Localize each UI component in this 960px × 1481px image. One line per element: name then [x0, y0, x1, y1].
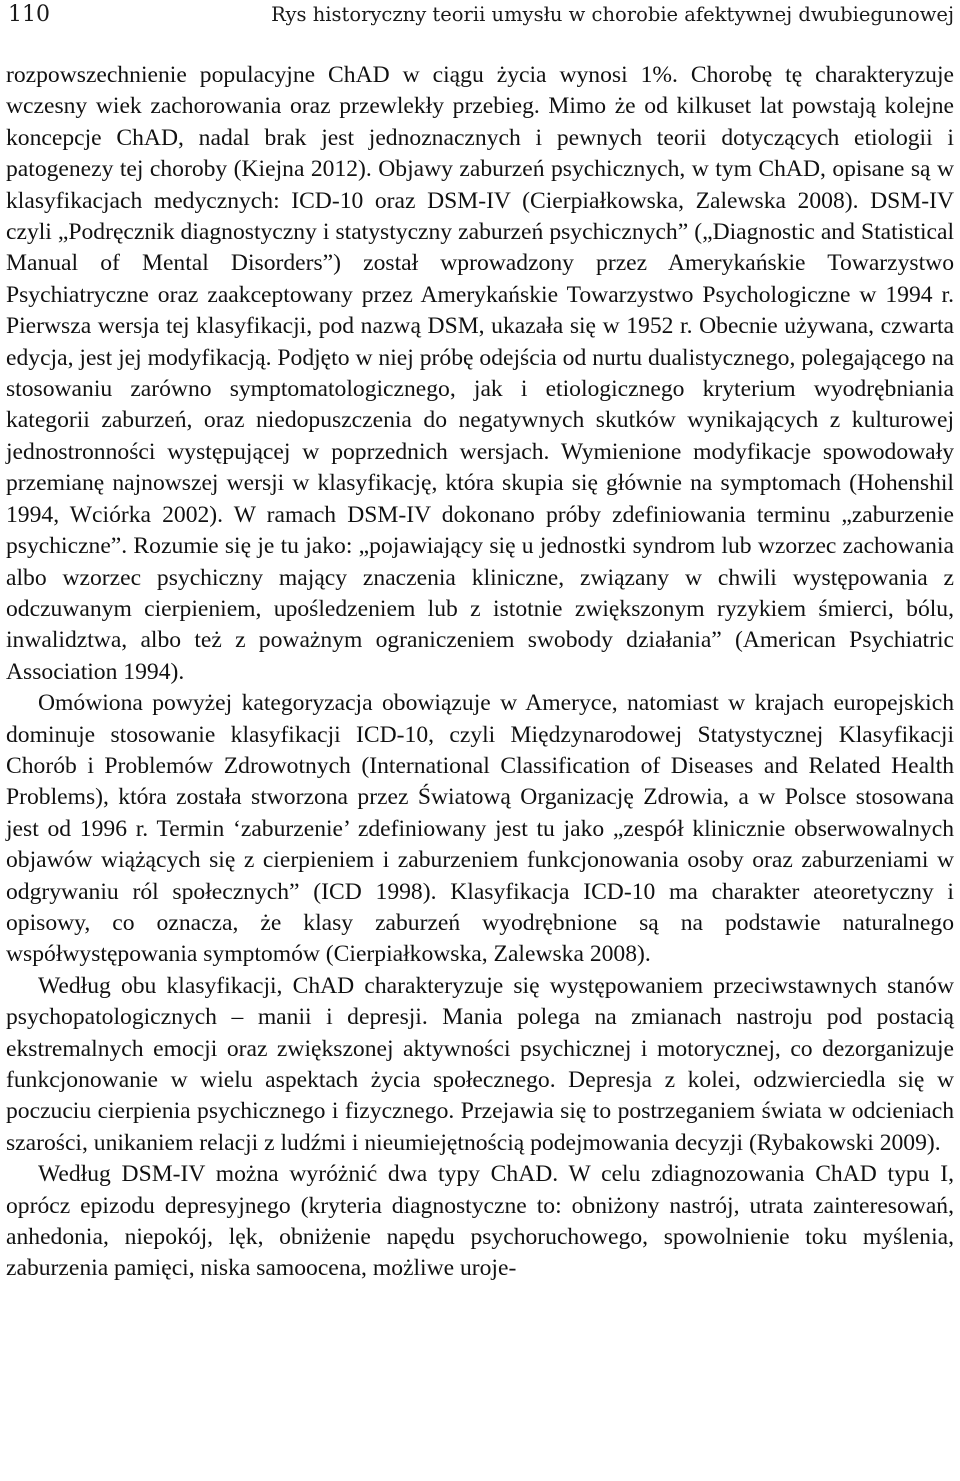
body-text — [6, 60, 954, 1285]
page-number: 110 — [8, 2, 50, 27]
paragraph-3: Według obu klasyfikacji, ChAD charakteryzuje się występowaniem przeciwstawnych stanów psychopatologicznych – manii i depresji. Mania polega na zmianach nastroju pod postacią ekstremalnych emocji oraz zwiększonej aktywności psychicznej i motorycznej, co dezorganizuje funkcjonowanie w wielu aspektach życia społecznego. Depresja z kolei, odzwierciedla się w poczuciu cierpienia psychicznego i fizycznego. Przejawia się to postrzeganiem świata w odcieniach szarości, unikaniem relacji z ludźmi i nieumiejętnością podejmowania decyzji (Rybakowski 2009). — [6, 972, 954, 1156]
paragraph-4: Według DSM-IV można wyróżnić dwa typy ChAD. W celu zdiagnozowania ChAD typu I, oprócz epizodu depresyjnego (kryteria diagnostyczne to: obniżony nastrój, utrata zainteresowań, anhedonia, niepokój, lęk, obniżenie napędu psychoruchowego, spowolnienie toku myślenia, zaburzenia pamięci, niska samoocena, możliwe uroje- — [6, 1161, 954, 1282]
paragraph-2: Omówiona powyżej kategoryzacja obowiązuje w Ameryce, natomiast w krajach europejskich dominuje stosowanie klasyfikacji ICD-10, czyli Międzynarodowej Statystycznej Klasyfikacji Chorób i Problemów Zdrowotnych (International Classification of Diseases and Related Health Problems), która została stworzona przez Światową Organizację Zdrowia, a w Polsce stosowana jest od 1996 r. Termin ‘zaburzenie’ zdefiniowany jest tu jako „zespół klinicznie obserwowalnych objawów wiążących się z cierpieniem i zaburzeniem funkcjonowania osoby oraz zaburzeniami w odgrywaniu ról społecznych” (ICD 1998). Klasyfikacja ICD-10 ma charakter ateoretyczny i opisowy, co oznacza, że klasy zaburzeń wyodrębnione są na podstawie naturalnego współwystępowania symptomów (Cierpiałkowska, Zalewska 2008). — [6, 690, 954, 968]
paragraph-1: rozpowszechnienie populacyjne ChAD w ciągu życia wynosi 1%. Chorobę tę charakteryzuje wczesny wiek zachorowania oraz przewlekły przebieg. Mimo że od kilkuset lat powstają kolejne koncepcje ChAD, nadal brak jest jednoznacznych i pewnych teorii dotyczących etiologii i patogenezy tej choroby (Kiejna 2012). Objawy zaburzeń psychicznych, w tym ChAD, opisane są w klasyfikacjach medycznych: ICD-10 oraz DSM-IV (Cierpiałkowska, Zalewska 2008). DSM-IV czyli „Podręcznik diagnostyczny i statystyczny zaburzeń psychicznych” („Diagnostic and Statistical Manual of Mental Disorders”) został wprowadzony przez Amerykańskie Towarzystwo Psychiatryczne oraz zaakceptowany przez Amerykańskie Towarzystwo Psychologiczne w 1994 r. Pierwsza wersja tej klasyfikacji, pod nazwą DSM, ukazała się w 1952 r. Obecnie używana, czwarta edycja, jest jej modyfikacją. Podjęto w niej próbę odejścia od nurtu dualistycznego, polegającego na stosowaniu zarówno symptomatologicznego, jak i etiologicznego kryterium wyodrębniania kategorii zaburzeń, oraz niedopuszczenia do negatywnych skutków wynikających z kulturowej jednostronności występującej w poprzednich wersjach. Wymienione modyfikacje spowodowały przemianę najnowszej wersji w klasyfikację, która skupia się głównie na symptomach (Hohenshil 1994, Wciórka 2002). W ramach DSM-IV dokonano próby zdefiniowania terminu „zaburzenie psychiczne”. Rozumie się je tu jako: „pojawiający się u jednostki syndrom lub wzorzec zachowania albo wzorzec psychiczny mający znaczenia kliniczne, związany w chwili występowania z odczuwanym cierpieniem, upośledzeniem lub z istotnie zwiększonym ryzykiem śmierci, bólu, inwalidztwa, albo też z poważnym ograniczeniem swobody działania” (American Psychiatric Association 1994). — [6, 62, 954, 685]
running-title: Rys historyczny teorii umysłu w chorobie afektywnej dwubiegunowej — [271, 3, 954, 26]
running-head — [6, 0, 956, 34]
